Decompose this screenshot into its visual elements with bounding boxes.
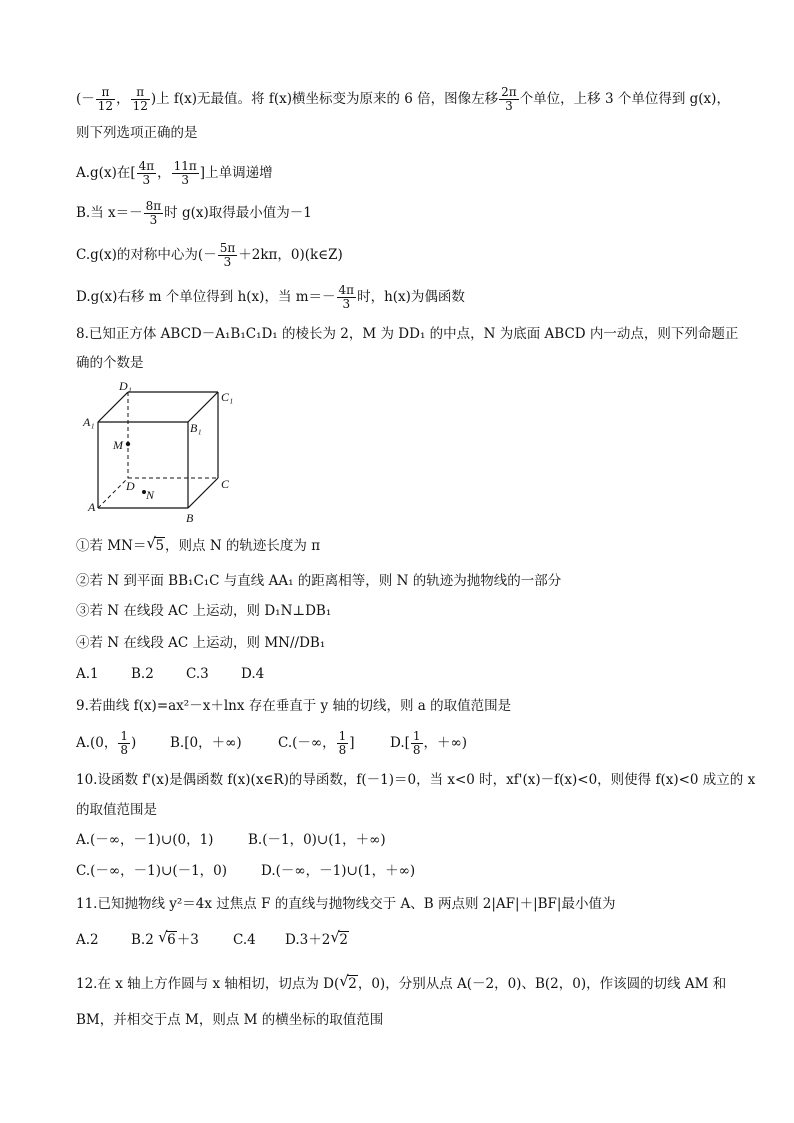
label-m: M [113,438,123,452]
label-n: N [146,488,155,502]
label-a: A [88,500,96,514]
edge-a-d [98,478,128,508]
fraction: $\frac{\pi}{12}$ [132,85,148,113]
cube-figure [80,380,250,525]
q10-options-ab: A.(－∞，－1)∪(0，1) B.(－1，0)∪(1，＋∞) [76,832,386,848]
edge-a1-d1 [98,392,128,422]
q10-options-cd: C.(－∞，－1)∪(－1，0) D.(－∞，－1)∪(1，＋∞) [76,863,416,879]
fraction: $\frac{1}{8}$ [120,729,129,757]
q7-option-b: B.当 x＝－ $\frac{8\pi}{3}$ 时 g(x)取得最小值为－1 [76,199,312,227]
q7-line2: 则下列选项正确的是 [76,125,198,141]
q12-line1: 12.在 x 轴上方作圆与 x 轴相切，切点为 D( √ 2，0)，分别从点 A(－2，0)、B(2，0)，作该圆的切线 AM 和 [76,972,727,992]
label-b1: B₁ [190,421,202,435]
sqrt: √ 2 [339,972,357,992]
label-d: D [126,479,135,493]
label-a1: A₁ [83,415,95,429]
sqrt: √ 2 [330,928,348,948]
q12-line2: BM，并相交于点 M，则点 M 的横坐标的取值范围 [76,1012,384,1028]
q10-line1: 10.设函数 f'(x)是偶函数 f(x)(x∈R)的导函数，f(－1)＝0，当 x<0 时，xf'(x)－f(x)<0，则使得 f(x)<0 成立的 x [76,772,756,788]
sqrt: √ 5 [146,534,165,554]
q11-options: A.2 B.2 √ 6＋3 C.4 D.3＋2 √ 2 [76,928,348,948]
edge-b1-c1 [188,392,218,422]
fraction: $\frac{2\pi}{3}$ [501,85,517,113]
q8-statement-2: ②若 N 到平面 BB₁C₁C 与直线 AA₁ 的距离相等，则 N 的轨迹为抛物线的一部分 [76,573,562,589]
label-b: B [186,511,194,525]
q7-option-d: D.g(x)右移 m 个单位得到 h(x)，当 m＝－ $\frac{4\pi}{3}$ 时，h(x)为偶函数 [76,283,465,311]
sqrt: √ 6 [158,928,176,948]
fraction: $\frac{5\pi}{3}$ [219,241,236,269]
fraction: $\frac{4\pi}{3}$ [138,159,155,187]
q9-options: A.(0， $\frac{1}{8}$ ) B.[0，＋∞) C.(－∞， $\frac{1}{8}$ ] D.[ $\frac{1}{8}$ ，＋∞) [76,729,468,757]
q8-statement-1: ①若 MN＝ √ 5，则点 N 的轨迹长度为 π [76,534,321,554]
q8-options: A.1 B.2 C.3 D.4 [76,666,265,682]
label-c1: C₁ [221,390,234,404]
q8-line1: 8.已知正方体 ABCD－A₁B₁C₁D₁ 的棱长为 2，M 为 DD₁ 的中点，N 为底面 ABCD 内一动点，则下列命题正 [76,326,739,342]
fraction: $\frac{11\pi}{3}$ [173,159,197,187]
fraction: $\frac{\pi}{12}$ [97,85,114,113]
q7-line1: (－ $\frac{\pi}{12}$ ， $\frac{\pi}{12}$ )上 f(x)无最值。将 f(x)横坐标变为原来的 6 倍，图像左移 $\frac{2\pi}{3}$ 个单位，上移 3 个单位得到 g(x)， [76,85,730,113]
label-c: C [221,477,230,491]
label-d1: D₁ [119,380,132,393]
q8-statement-4: ④若 N 在线段 AC 上运动，则 MN//DB₁ [76,635,326,651]
fraction: $\frac{4\pi}{3}$ [338,283,355,311]
q7-option-a: A.g(x)在[ $\frac{4\pi}{3}$ ， $\frac{11\pi}{3}$ ]上单调递增 [76,159,273,187]
q9-line1: 9.若曲线 f(x)=ax²－x＋lnx 存在垂直于 y 轴的切线，则 a 的取值范围是 [76,698,512,714]
fraction: $\frac{1}{8}$ [338,729,347,757]
q10-line2: 的取值范围是 [76,802,157,818]
fraction: $\frac{1}{8}$ [412,729,421,757]
q8-line2: 确的个数是 [76,355,144,371]
point-m [126,442,130,446]
q7-option-c: C.g(x)的对称中心为(－ $\frac{5\pi}{3}$ ＋2kπ，0)(k∈Z) [76,241,343,269]
fraction: $\frac{8\pi}{3}$ [145,199,162,227]
q11-line1: 11.已知抛物线 y²＝4x 过焦点 F 的直线与抛物线交于 A、B 两点则 2|AF|＋|BF|最小值为 [76,896,616,912]
q8-statement-3: ③若 N 在线段 AC 上运动，则 D₁N⊥DB₁ [76,603,332,619]
edge-b-c [188,478,218,508]
